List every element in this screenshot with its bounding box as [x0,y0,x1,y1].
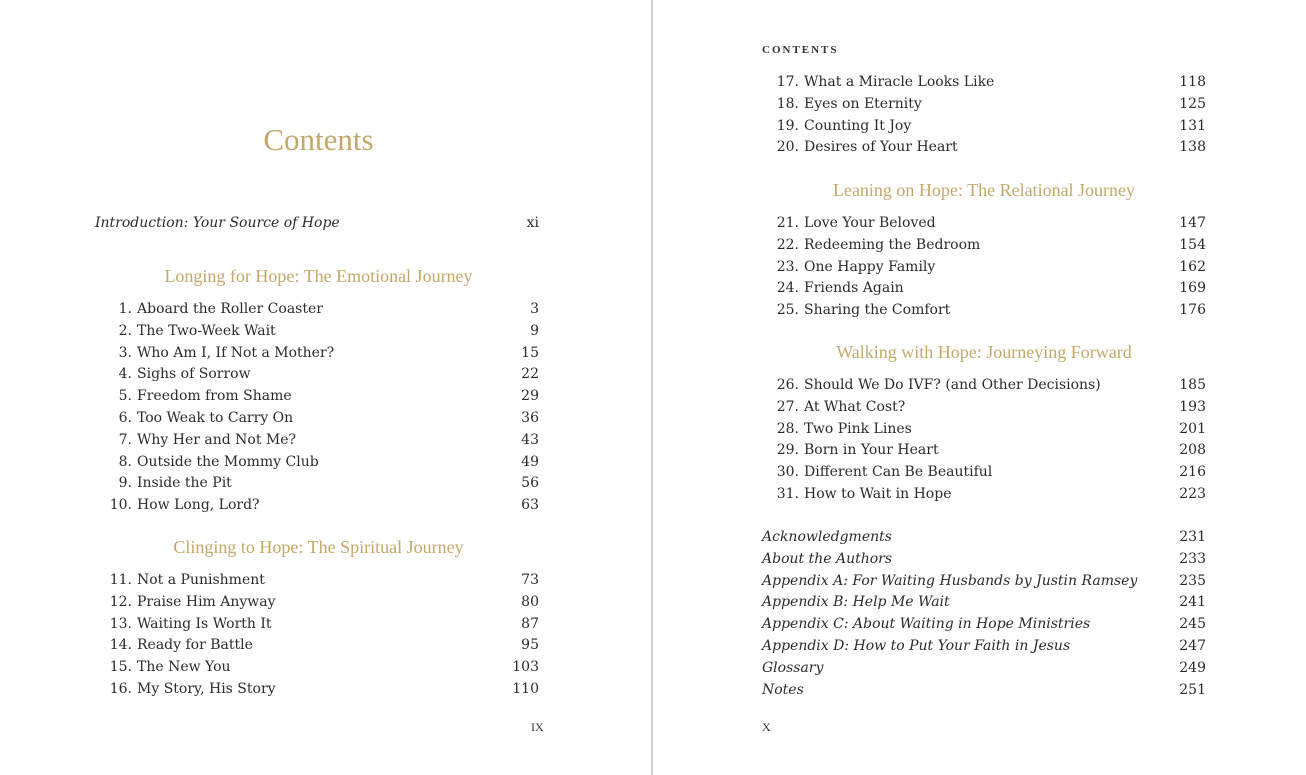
entry-number: 28. [776,420,799,437]
entry-title: Redeeming the Bedroom [804,236,981,253]
entry-title: Waiting Is Worth It [137,615,272,632]
toc-entry[interactable] [95,299,539,321]
entry-page: 223 [1179,485,1206,502]
toc-entry[interactable] [95,570,539,592]
toc-list-section-4 [762,375,1206,506]
entry-title: Appendix C: About Waiting in Hope Ministries [762,616,1091,633]
left-page [0,0,651,775]
page-title: Contents [263,122,374,157]
entry-title: Love Your Beloved [804,215,936,231]
toc-entry[interactable] [95,635,539,657]
toc-entry[interactable] [762,440,1206,462]
entry-page: 63 [521,497,539,514]
entry-page: 22 [521,366,539,383]
entry-title: Sharing the Comfort [804,302,951,319]
entry-page: 231 [1179,529,1206,545]
entry-page: 43 [521,431,539,448]
entry-title: Too Weak to Carry On [137,409,294,426]
entry-number: 31. [776,485,799,502]
toc-list-section-2 [95,570,539,701]
entry-page: 80 [521,593,539,610]
entry-title: At What Cost? [804,398,906,415]
entry-page: xi [526,215,539,231]
running-head: CONTENTS [762,44,839,56]
entry-page: 247 [1179,637,1206,654]
toc-entry[interactable] [762,94,1206,116]
entry-number: 27. [776,398,799,415]
entry-number: 12. [109,593,132,610]
entry-page: 208 [1179,442,1206,459]
entry-page: 56 [521,475,539,492]
entry-title: Appendix D: How to Put Your Faith in Jesus [762,637,1071,654]
entry-number: 6. [118,409,132,426]
entry-page: 162 [1179,258,1206,275]
entry-title: How to Wait in Hope [804,485,952,502]
page-number-right: X [762,720,771,734]
entry-number: 3. [118,344,132,361]
entry-number: 18. [776,95,799,112]
entry-number: 13. [109,615,132,632]
entry-number: 17. [776,74,799,90]
entry-title: Desires of Your Heart [804,139,958,156]
entry-title: Sighs of Sorrow [137,366,251,383]
entry-page: 125 [1179,95,1206,112]
entry-page: 118 [1179,74,1206,90]
entry-page: 87 [521,615,539,632]
entry-title: Freedom from Shame [137,388,292,405]
entry-title: One Happy Family [804,258,936,275]
entry-page: 169 [1179,280,1206,297]
entry-number: 16. [109,680,132,697]
section-heading-spiritual: Clinging to Hope: The Spiritual Journey [173,537,464,557]
entry-page: 49 [521,453,539,470]
entry-title: What a Miracle Looks Like [804,74,995,90]
toc-entry[interactable] [95,592,539,614]
entry-title: The Two-Week Wait [137,322,276,339]
entry-title: Two Pink Lines [804,420,912,437]
entry-title: Who Am I, If Not a Mother? [137,344,335,361]
entry-page: 9 [530,322,539,339]
entry-title: My Story, His Story [137,680,276,697]
entry-page: 138 [1179,139,1206,156]
entry-number: 1. [118,301,132,317]
toc-entry[interactable] [762,72,1206,94]
entry-title: Introduction: Your Source of Hope [95,215,340,231]
toc-entry[interactable] [95,657,539,679]
toc-entry[interactable] [762,636,1206,658]
toc-entry[interactable] [95,495,539,517]
toc-entry[interactable] [762,419,1206,441]
toc-entry[interactable] [762,592,1206,614]
entry-number: 11. [109,572,132,588]
toc-entry[interactable] [762,658,1206,680]
entry-page: 103 [512,659,539,676]
toc-entry[interactable] [95,679,539,701]
toc-entry[interactable] [762,527,1206,549]
entry-title: About the Authors [762,550,893,567]
toc-entry[interactable] [762,549,1206,571]
entry-title: Inside the Pit [137,475,232,492]
entry-page: 235 [1179,572,1206,589]
section-heading-journeying-forward: Walking with Hope: Journeying Forward [836,342,1132,362]
entry-page: 95 [521,637,539,654]
entry-page: 233 [1179,550,1206,567]
toc-entry[interactable] [762,137,1206,159]
entry-title: Eyes on Eternity [804,95,922,112]
right-page [653,0,1306,775]
entry-page: 249 [1179,659,1206,676]
toc-entry[interactable] [762,375,1206,397]
entry-page: 251 [1179,681,1206,698]
back-matter-list [762,527,1206,701]
toc-entry[interactable] [762,235,1206,257]
toc-entry[interactable] [95,364,539,386]
entry-number: 2. [118,322,132,339]
toc-entry[interactable] [95,321,539,343]
toc-entry[interactable] [762,397,1206,419]
toc-entry[interactable] [95,386,539,408]
entry-title: Appendix B: Help Me Wait [762,594,950,611]
entry-number: 4. [118,366,132,383]
entry-number: 22. [776,236,799,253]
entry-number: 19. [776,117,799,134]
toc-entry[interactable] [762,571,1206,593]
entry-number: 23. [776,258,799,275]
entry-page: 131 [1179,117,1206,134]
entry-title: Praise Him Anyway [137,593,276,610]
entry-number: 24. [776,280,799,297]
entry-number: 10. [109,497,132,514]
toc-entry-introduction[interactable] [95,213,539,235]
toc-entry[interactable] [95,452,539,474]
toc-entry[interactable] [762,462,1206,484]
entry-page: 241 [1179,594,1206,611]
entry-page: 193 [1179,398,1206,415]
entry-title: Ready for Battle [137,637,253,654]
entry-title: Acknowledgments [762,529,892,545]
entry-page: 36 [521,409,539,426]
toc-entry[interactable] [95,614,539,636]
section-heading-relational: Leaning on Hope: The Relational Journey [832,180,1136,200]
entry-number: 15. [109,659,132,676]
page-number-left: IX [531,720,544,734]
entry-page: 154 [1179,236,1206,253]
entry-number: 7. [118,431,132,448]
entry-number: 9. [118,475,132,492]
toc-list-section-1 [95,299,539,517]
entry-number: 30. [776,464,799,481]
toc-entry[interactable] [95,473,539,495]
toc-entry[interactable] [95,408,539,430]
entry-title: Not a Punishment [137,572,265,588]
entry-title: The New You [137,659,231,676]
toc-entry[interactable] [762,278,1206,300]
entry-page: 245 [1179,616,1206,633]
entry-page: 15 [521,344,539,361]
toc-entry[interactable] [95,343,539,365]
entry-title: Outside the Mommy Club [137,453,319,470]
toc-entry[interactable] [762,213,1206,235]
entry-number: 25. [776,302,799,319]
entry-page: 185 [1179,377,1206,393]
entry-title: Aboard the Roller Coaster [137,301,323,317]
entry-number: 8. [118,453,132,470]
entry-title: Friends Again [804,280,904,297]
entry-page: 29 [521,388,539,405]
entry-title: Born in Your Heart [804,442,939,459]
toc-list-continued [762,72,1206,159]
toc-entry[interactable] [762,300,1206,322]
section-heading-emotional: Longing for Hope: The Emotional Journey [164,266,473,286]
entry-number: 29. [776,442,799,459]
toc-entry[interactable] [762,680,1206,702]
introduction-list [95,213,539,235]
entry-title: Why Her and Not Me? [137,431,297,448]
entry-page: 201 [1179,420,1206,437]
entry-number: 21. [776,215,799,231]
entry-title: Appendix A: For Waiting Husbands by Justin Ramsey [762,572,1138,589]
entry-number: 5. [118,388,132,405]
toc-entry[interactable] [762,484,1206,506]
entry-title: Notes [762,681,804,698]
entry-page: 3 [530,301,539,317]
entry-page: 176 [1179,302,1206,319]
entry-page: 73 [521,572,539,588]
entry-number: 26. [776,377,799,393]
entry-page: 110 [512,680,539,697]
toc-entry[interactable] [762,116,1206,138]
entry-number: 14. [109,637,132,654]
entry-number: 20. [776,139,799,156]
entry-title: How Long, Lord? [137,497,260,514]
toc-entry[interactable] [762,257,1206,279]
entry-title: Glossary [762,659,824,676]
entry-page: 216 [1179,464,1206,481]
entry-title: Should We Do IVF? (and Other Decisions) [804,377,1101,393]
toc-entry[interactable] [762,614,1206,636]
entry-title: Counting It Joy [804,117,912,134]
toc-list-section-3 [762,213,1206,322]
toc-entry[interactable] [95,430,539,452]
entry-title: Different Can Be Beautiful [804,464,993,481]
entry-page: 147 [1179,215,1206,231]
